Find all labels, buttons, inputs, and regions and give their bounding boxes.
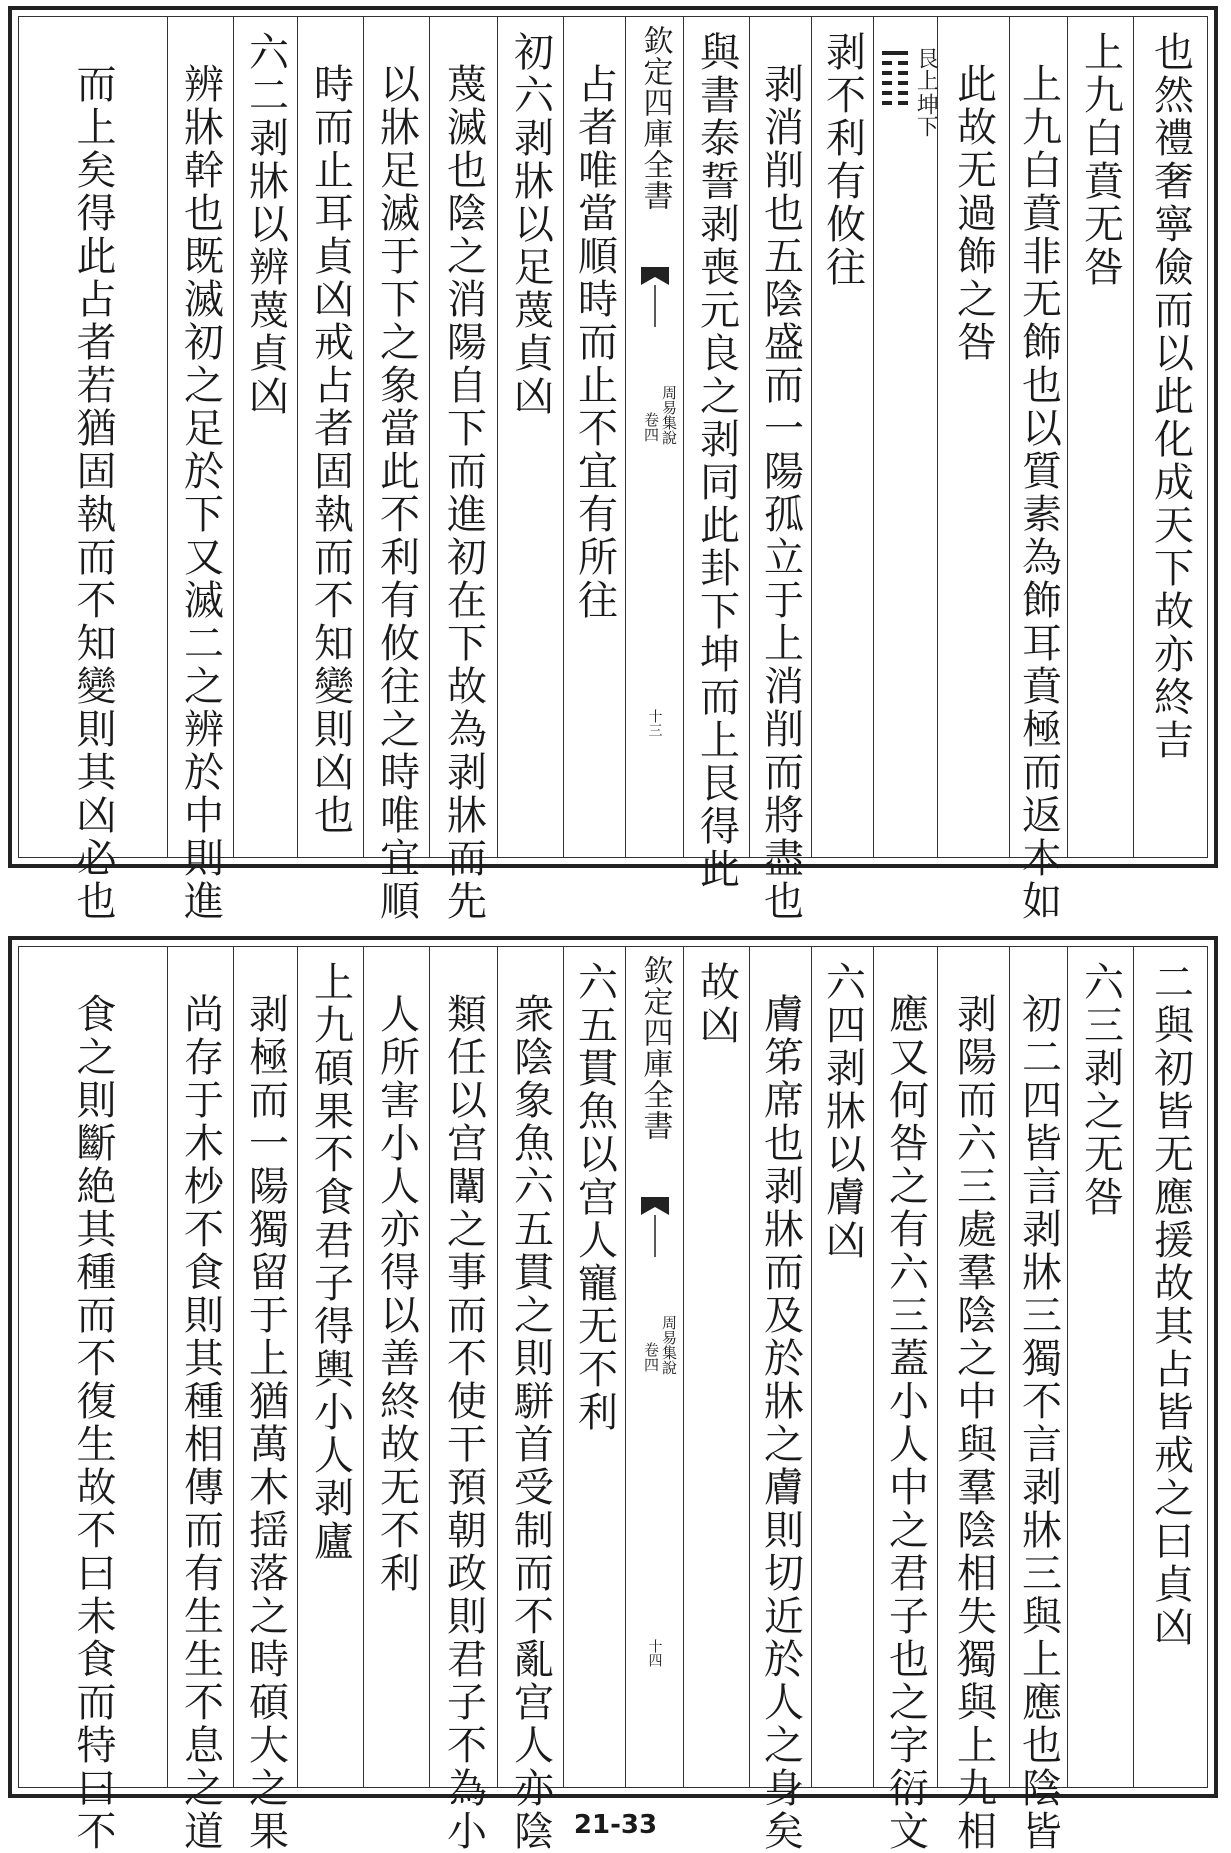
column-text: 以牀足滅于下之象當此不利有攸往之時唯宜順 (373, 63, 420, 923)
top-page (8, 6, 1218, 923)
text-column (1133, 947, 1207, 1787)
leaf-number: 十四 (646, 1639, 663, 1667)
text-column (811, 947, 873, 1787)
column-text: 應又何咎之有六三蓋小人中之君子也之字衍文 (882, 993, 929, 1853)
column-text: 時而止耳貞凶戒占者固執而不知變則凶也 (307, 63, 354, 837)
column-text: 辨牀幹也既滅初之足於下又滅二之辨於中則進 (177, 63, 224, 923)
column-text: 食之則斷絶其種而不復生故不曰未食而特曰不 (70, 993, 116, 1853)
text-column (297, 17, 363, 857)
text-column (363, 17, 429, 923)
column-text: 而上矣得此占者若猶固執而不知變則其凶必也 (70, 63, 116, 923)
yin-line (882, 61, 908, 65)
yin-line (882, 101, 908, 105)
volume-label: 卷四 (642, 412, 660, 442)
column-text: 六二剥牀以辨蔑貞凶 (242, 31, 289, 418)
column-text: 剥極而一陽獨留于上猶萬木揺落之時碩大之果 (242, 993, 289, 1853)
book-title: 周易集說 (660, 385, 678, 445)
column-text: 上九白賁非无飾也以質素為飾耳賁極而返本如 (1015, 63, 1062, 923)
column-text: 初二四皆言剥牀三獨不言剥牀三與上應也陰皆 (1015, 993, 1062, 1853)
footer-page-number: 21-33 (573, 1810, 658, 1840)
text-column (749, 947, 811, 1853)
text-column (19, 947, 167, 1853)
lower-trigram-label: 坤下 (913, 93, 939, 137)
column-text: 六五貫魚以宫人寵无不利 (571, 961, 618, 1434)
text-column (811, 17, 873, 857)
text-column (683, 17, 749, 891)
column-text: 六四剥牀以膚凶 (819, 961, 866, 1262)
hexagram-column (873, 17, 937, 857)
column-text: 上九碩果不食君子得輿小人剥廬 (307, 961, 354, 1563)
hexagram-bo (882, 47, 938, 137)
text-column (1009, 17, 1067, 923)
text-column (167, 947, 233, 1853)
center-fold (625, 17, 683, 857)
text-column (497, 947, 563, 1853)
trigram-labels (912, 47, 938, 137)
leaf-number: 十三 (646, 709, 663, 737)
fish-tail-mark-icon (639, 1197, 671, 1257)
column-text: 與書泰誓剥喪元良之剥同此卦下坤而上艮得此 (693, 31, 740, 891)
column-text: 剥不利有攸往 (819, 31, 866, 289)
column-text: 占者唯當順時而止不宜有所往 (571, 63, 618, 622)
text-column (683, 947, 749, 1787)
text-column (167, 17, 233, 923)
column-text: 尚存于木杪不食則其種相傳而有生生不息之道 (177, 993, 224, 1853)
yin-line (882, 71, 908, 75)
column-text: 衆陰象魚六五貫之則駢首受制而不亂宫人亦陰 (507, 993, 554, 1853)
text-column (429, 947, 497, 1853)
fish-tail-mark-icon (639, 267, 671, 327)
column-text: 故凶 (693, 961, 740, 1047)
text-column (233, 17, 297, 857)
text-column (563, 17, 625, 857)
collection-title: 欽定四庫全書 (637, 25, 673, 211)
column-text: 剥消削也五陰盛而一陽孤立于上消削而將盡也 (757, 63, 804, 923)
yin-line (882, 91, 908, 95)
column-text: 類任以宫闈之事而不使干預朝政則君子不為小 (440, 993, 487, 1853)
text-column (19, 17, 167, 923)
column-text: 二與初皆无應援故其占皆戒之曰貞凶 (1147, 961, 1194, 1649)
column-text: 初六剥牀以足蔑貞凶 (507, 31, 554, 418)
yin-line (882, 81, 908, 85)
column-text: 人所害小人亦得以善終故无不利 (373, 993, 420, 1595)
column-text: 六三剥之无咎 (1077, 961, 1124, 1219)
text-column (297, 947, 363, 1787)
text-column (749, 17, 811, 923)
text-column (1067, 17, 1133, 857)
yang-line (882, 51, 908, 55)
hexagram-lines (882, 51, 908, 105)
column-text: 也然禮奢寧儉而以此化成天下故亦終吉 (1147, 31, 1194, 762)
book-title: 周易集說 (660, 1315, 678, 1375)
column-text: 上九白賁无咎 (1077, 31, 1124, 289)
column-text: 蔑滅也陰之消陽自下而進初在下故為剥牀而先 (440, 63, 487, 923)
text-column (1133, 17, 1207, 857)
column-text: 膚笫席也剥牀而及於牀之膚則切近於人之身矣 (757, 993, 804, 1853)
text-column (497, 17, 563, 857)
text-column (429, 17, 497, 923)
column-text: 剥陽而六三處羣陰之中與羣陰相失獨與上九相 (950, 993, 997, 1853)
text-column (363, 947, 429, 1787)
text-column (1009, 947, 1067, 1853)
text-column (1067, 947, 1133, 1787)
upper-trigram-label: 艮上 (913, 47, 939, 91)
text-column (563, 947, 625, 1787)
text-column (937, 947, 1009, 1853)
center-fold (625, 947, 683, 1787)
top-columns (19, 17, 1207, 923)
column-text: 此故无過飾之咎 (950, 63, 997, 364)
text-column (937, 17, 1009, 857)
collection-title: 欽定四庫全書 (637, 955, 673, 1141)
text-column (233, 947, 297, 1853)
volume-label: 卷四 (642, 1342, 660, 1372)
top-page-frame (18, 16, 1208, 923)
text-column (873, 947, 937, 1853)
